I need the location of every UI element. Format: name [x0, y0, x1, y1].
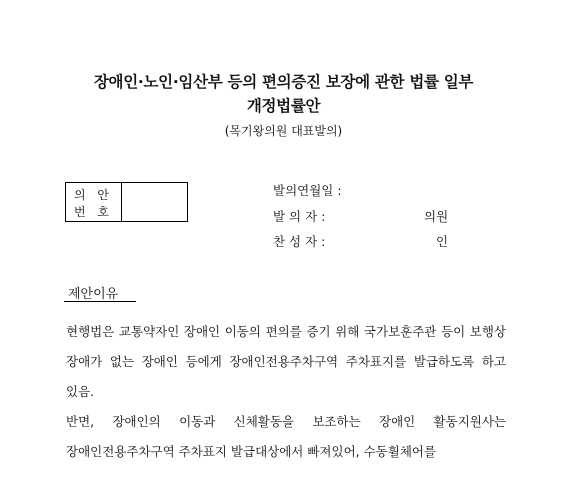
bill-title: 장애인·노인·임산부 등의 편의증진 보장에 관한 법률 일부 [93, 73, 474, 91]
endorser-value: 인 [436, 234, 449, 249]
reason-paragraph: 반면, 장애인의 이동과 신체활동을 보조하는 장애인 활동지원사는 장애인전용주차구역 주차표지 발급대상에서 빠져있어, 수동휠체어를 [66, 414, 506, 459]
proposer-label: 발 의 자 : [273, 209, 326, 224]
proposer-value: 의원 [424, 209, 449, 224]
reason-paragraph: 현행법은 교통약자인 장애인 이동의 편의를 증기 위해 국가보훈주관 등이 보행상 장애가 없는 장애인 등에게 장애인전용주차구역 주차표지를 발급하도록 하고 있음. [66, 324, 506, 399]
bill-number-value [122, 183, 187, 221]
bill-number-label-continued: 번 호 [74, 205, 113, 219]
bill-number-box [65, 182, 188, 222]
bill-proposer: (목기왕의원 대표발의) [224, 124, 343, 138]
section-underline [64, 301, 136, 302]
bill-title-continued: 개정법률안 [246, 97, 321, 115]
endorser-label: 찬 성 자 : [273, 234, 326, 249]
proposal-date-label: 발의연월일 : [273, 183, 342, 198]
bill-number-label: 의 안 [74, 188, 113, 202]
section-heading: 제안이유 [68, 287, 119, 302]
